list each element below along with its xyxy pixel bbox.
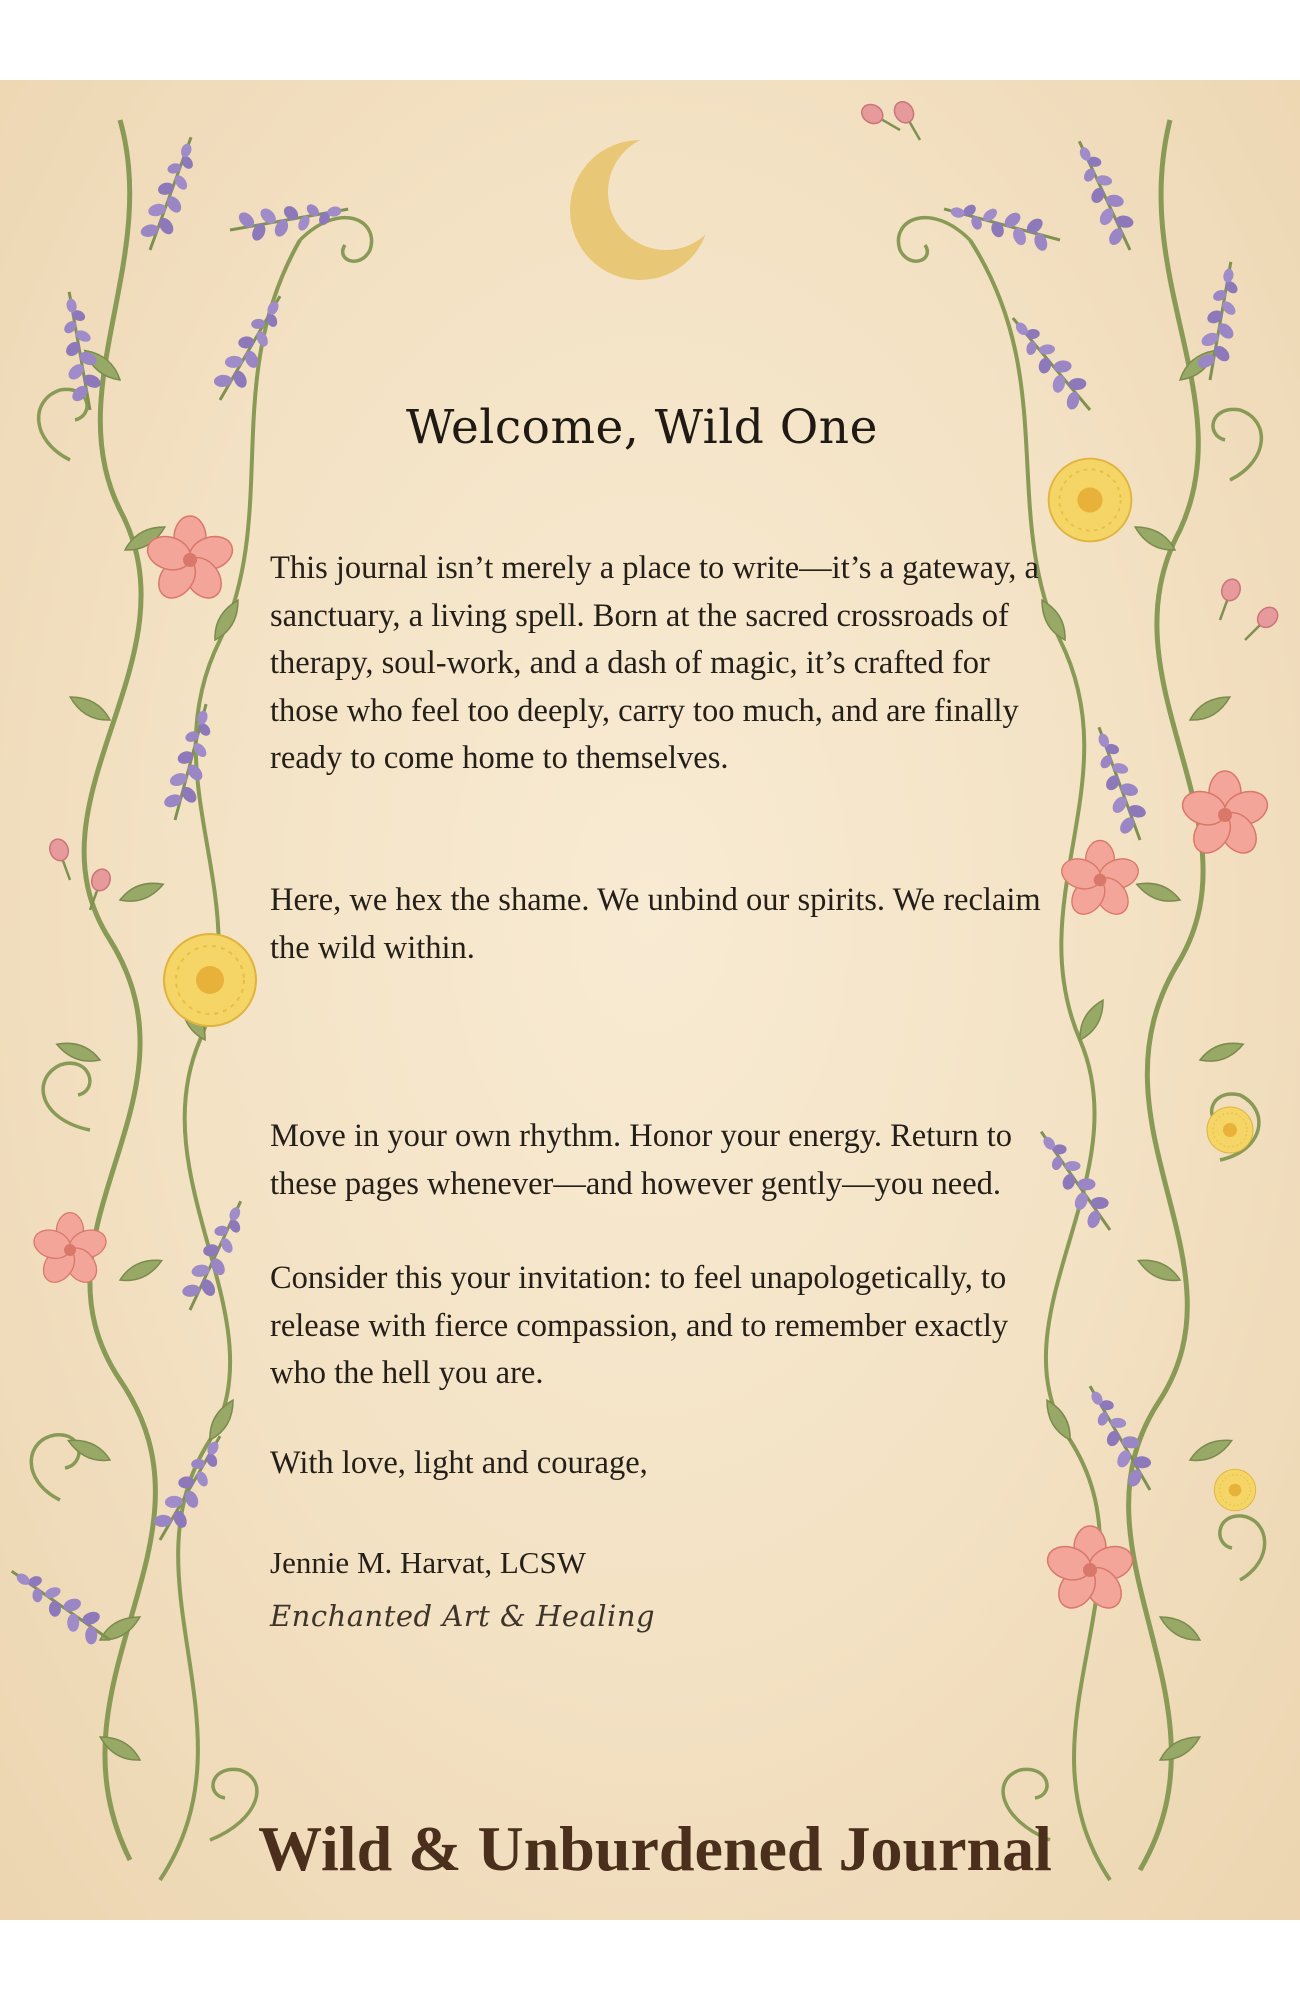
- floral-border: [0, 80, 1300, 1920]
- author-name: Jennie M. Harvat, LCSW: [270, 1545, 586, 1580]
- studio-signature: Enchanted Art & Healing: [270, 1599, 656, 1633]
- paragraph-intro: This journal isn’t merely a place to write—it’s a gateway, a sanctuary, a living spell. Born at the sacred crossroads of therapy, soul-work, and a dash of magic, it’s crafted for those who feel too deeply, carry too much, and are finally ready to come home to themselves.: [270, 550, 1039, 776]
- paragraph-invitation: Consider this your invitation: to feel unapologetically, to release with fierce compassion, and to remember exactly who the hell you are.: [270, 1260, 1009, 1391]
- right-vine: [858, 98, 1282, 1880]
- paragraph-hex: Here, we hex the shame. We unbind our spirits. We reclaim the wild within.: [270, 882, 1041, 966]
- crescent-moon-icon: [568, 130, 728, 290]
- paragraph-rhythm: Move in your own rhythm. Honor your energy. Return to these pages whenever—and however gently—you need.: [270, 1118, 1012, 1202]
- sign-off: With love, light and courage,: [270, 1445, 648, 1481]
- journal-page: [0, 80, 1300, 1920]
- page-title: Welcome, Wild One: [406, 400, 878, 455]
- journal-title: Wild & Unburdened Journal: [258, 1813, 1052, 1884]
